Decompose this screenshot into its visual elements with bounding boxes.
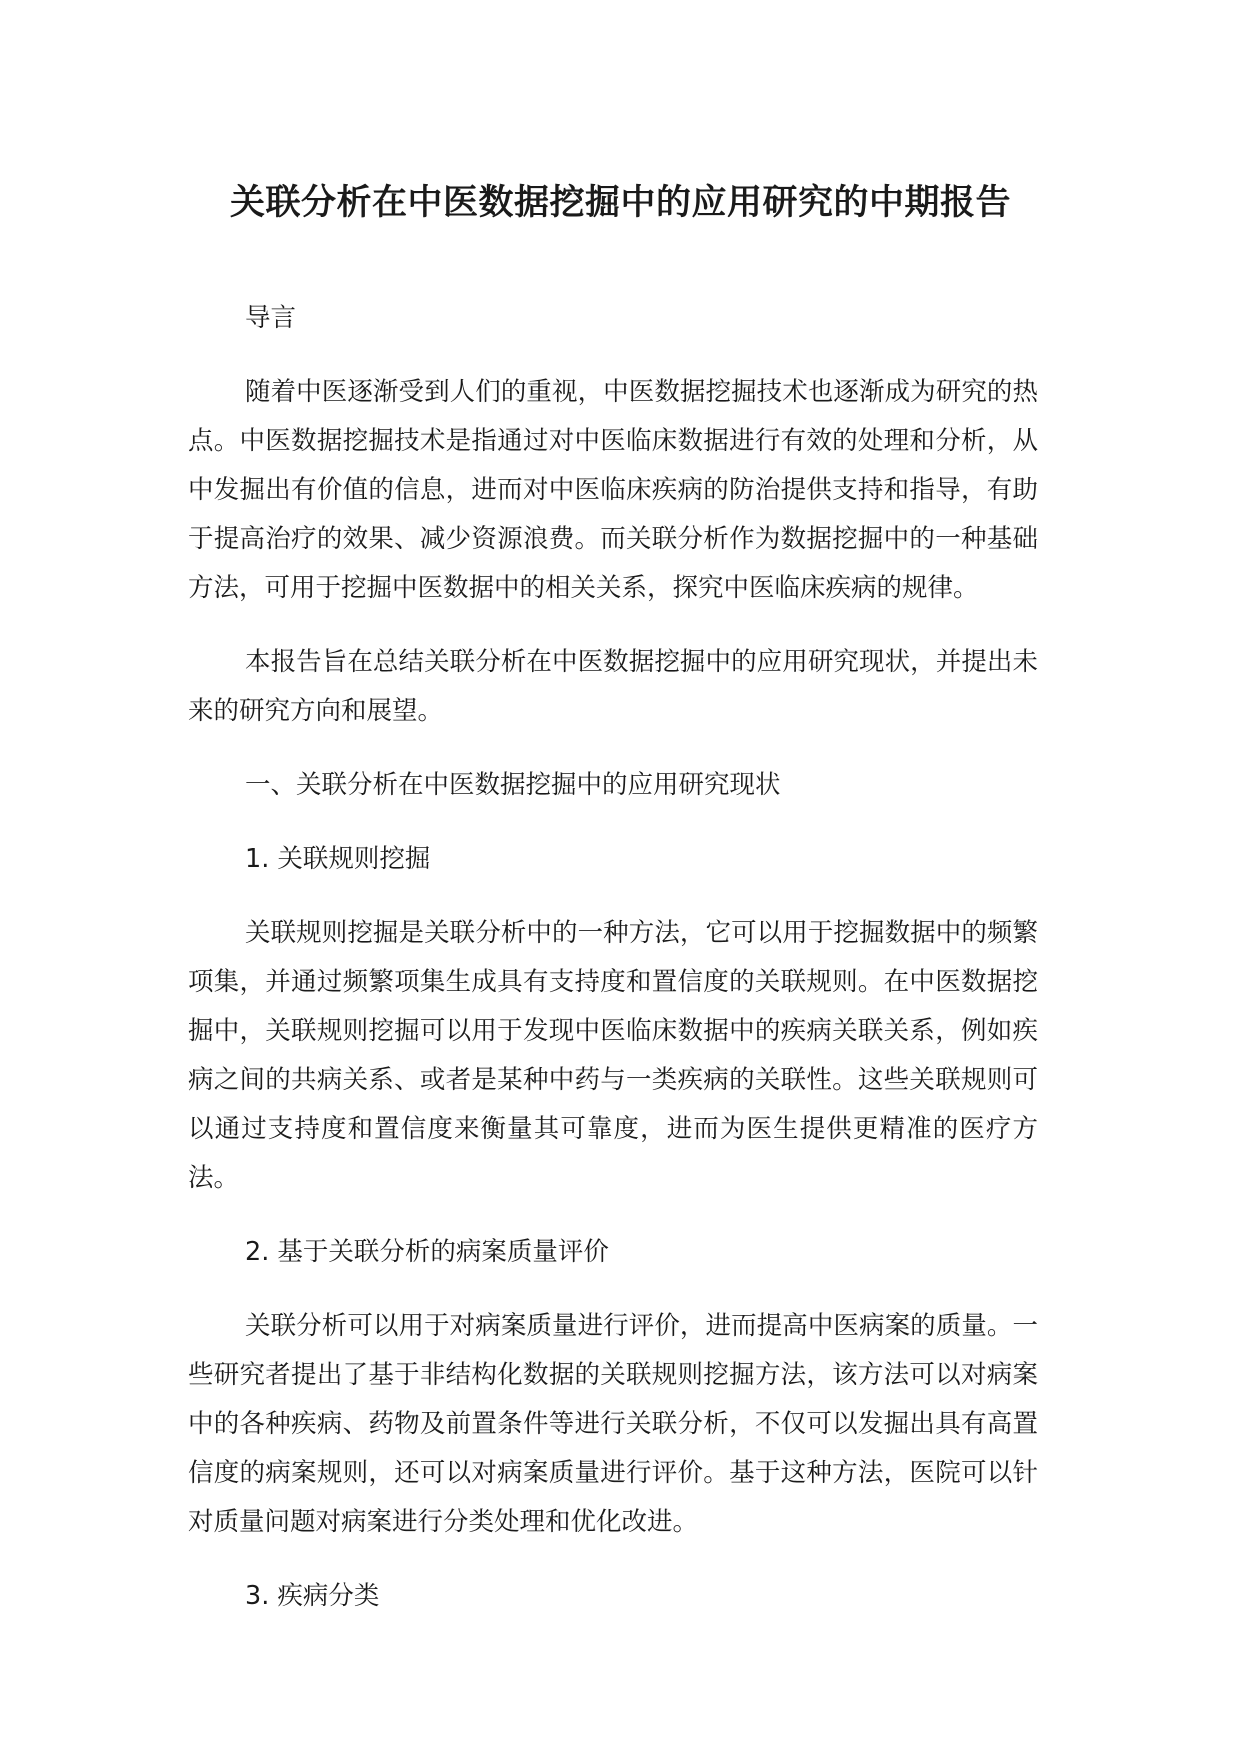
paragraph-intro-1: 随着中医逐渐受到人们的重视，中医数据挖掘技术也逐渐成为研究的热点。中医数据挖掘技术是指通过对中医临床数据进行有效的处理和分析，从中发掘出有价值的信息，进而对中医临床疾病的防治提供支持和指导，有助于提高治疗的效果、减少资源浪费。而关联分析作为数据挖掘中的一种基础方法，可用于挖掘中医数据中的相关关系，探究中医临床疾病的规律。 [188,377,1038,603]
document-title: 关联分析在中医数据挖掘中的应用研究的中期报告 [229,183,1011,223]
paragraph-association-rules: 关联规则挖掘是关联分析中的一种方法，它可以用于挖掘数据中的频繁项集，并通过频繁项集生成具有支持度和置信度的关联规则。在中医数据挖掘中，关联规则挖掘可以用于发现中医临床数据中的疾病关联关系，例如疾病之间的共病关系、或者是某种中药与一类疾病的关联性。这些关联规则可以通过支持度和置信度来衡量其可靠度，进而为医生提供更精准的医疗方法。 [188,918,1038,1193]
subsection-heading-2: 2. 基于关联分析的病案质量评价 [245,1237,609,1267]
subsection-heading-1: 1. 关联规则挖掘 [245,844,431,874]
document-body [188,294,1038,1646]
paragraph-case-quality: 关联分析可以用于对病案质量进行评价，进而提高中医病案的质量。一些研究者提出了基于非结构化数据的关联规则挖掘方法，该方法可以对病案中的各种疾病、药物及前置条件等进行关联分析，不仅可以发掘出具有高置信度的病案规则，还可以对病案质量进行评价。基于这种方法，医院可以针对质量问题对病案进行分类处理和优化改进。 [188,1311,1038,1537]
section-heading-intro: 导言 [245,303,297,333]
paragraph-intro-2: 本报告旨在总结关联分析在中医数据挖掘中的应用研究现状，并提出未来的研究方向和展望。 [188,647,1038,726]
section-heading-1: 一、关联分析在中医数据挖掘中的应用研究现状 [245,770,781,800]
subsection-heading-3: 3. 疾病分类 [245,1581,380,1611]
